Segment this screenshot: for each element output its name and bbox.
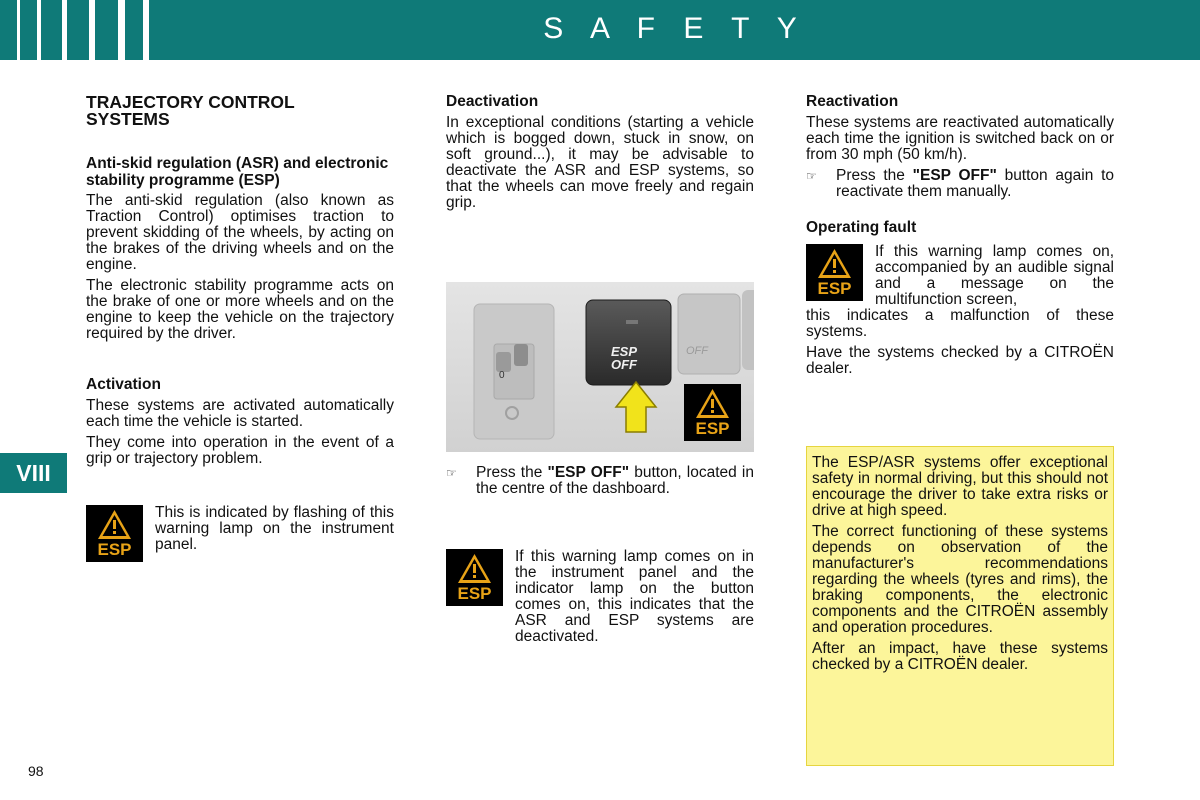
- activation-heading: Activation: [86, 376, 161, 393]
- esp-warning-icon: [806, 244, 863, 301]
- esp-off-button-label-1: ESP: [611, 344, 638, 359]
- esp-icon-label: ESP: [817, 279, 852, 298]
- paragraph-esp: The electronic stability programme acts on the brake of one or more wheels and on the engine to keep the vehicle on the trajectory required by the driver.: [86, 277, 394, 342]
- bullet-text-pre: Press the: [476, 464, 548, 481]
- page-header: [0, 0, 1200, 60]
- page-title: S A F E T Y: [543, 12, 807, 45]
- switch-zero-label: 0: [499, 370, 505, 381]
- bullet-text-post: button again to reactivate them manually.: [836, 166, 1114, 200]
- esp-icon-label: ESP: [97, 539, 132, 559]
- section-title-line2: SYSTEMS: [86, 109, 170, 129]
- column-middle-lower: [446, 465, 754, 645]
- header-stripe: [37, 0, 41, 60]
- esp-warning-icon: [86, 505, 143, 562]
- section-subtitle: Anti-skid regulation (ASR) and electronic stability programme (ESP): [86, 155, 389, 189]
- note-paragraph-1: The ESP/ASR systems offer exceptional safety in normal driving, but this should not encourage the driver to take extra risks or drive at high speed.: [812, 454, 1108, 519]
- bullet-text-bold: "ESP OFF": [547, 464, 630, 481]
- deactivated-lamp-text: If this warning lamp comes on in the instrument panel and the indicator lamp on the button comes on, this indicates that the ASR and ESP systems are deactivated.: [515, 548, 754, 645]
- fault-dealer-paragraph: Have the systems checked by a CITROËN dealer.: [806, 344, 1114, 377]
- pointing-hand-icon: ☞: [446, 466, 457, 480]
- fault-continuation: this indicates a malfunction of these systems.: [806, 307, 1114, 340]
- bullet-text-pre: Press the: [836, 166, 913, 184]
- column-right: [806, 94, 1114, 382]
- esp-warning-icon: [446, 549, 503, 606]
- column-middle: [446, 94, 754, 216]
- header-stripe: [62, 0, 67, 60]
- deactivated-lamp-block: [446, 549, 754, 645]
- reactivation-paragraph: These systems are reactivated automatically each time the ignition is switched back on or from 30 mph (50 km/h).: [806, 113, 1114, 163]
- note-paragraph-2: The correct functioning of these systems depends on observation of the manufacturer's recommendations regarding the wheels (tyres and rims), the braking components, the electronic components and the CITROËN assembly and operation procedures.: [812, 523, 1108, 636]
- activation-paragraph-2: They come into operation in the event of a grip or trajectory problem.: [86, 433, 394, 467]
- neighbor-switch-label: OFF: [686, 345, 708, 357]
- fault-lamp-block: [806, 244, 1114, 308]
- note-paragraph-3: After an impact, have these systems checked by a CITROËN dealer.: [812, 640, 1108, 673]
- column-left: [86, 94, 394, 562]
- deactivation-heading: Deactivation: [446, 93, 539, 110]
- operating-fault-heading: Operating fault: [806, 218, 917, 236]
- photo-esp-warning-icon: [684, 384, 741, 441]
- fault-lamp-text: If this warning lamp comes on, accompanied by an audible signal and a message on the multifunction screen,: [875, 243, 1114, 308]
- header-stripe: [89, 0, 95, 60]
- bullet-text-bold: "ESP OFF": [912, 166, 997, 184]
- pointing-hand-icon: ☞: [806, 168, 817, 183]
- chapter-tab: VIII: [0, 453, 67, 493]
- warning-lamp-text: This is indicated by flashing of this warning lamp on the instrument panel.: [155, 503, 394, 553]
- photo-esp-icon-label: ESP: [695, 419, 730, 438]
- activation-paragraph-1: These systems are activated automatically each time the vehicle is started.: [86, 396, 394, 430]
- bullet-text-post: button, located in the centre of the dashboard.: [476, 464, 754, 497]
- paragraph-asr: The anti-skid regulation (also known as Traction Control) optimises traction to prevent skidding of the wheels, by acting on the brakes of the driving wheels and on the engine.: [86, 192, 394, 273]
- section-title-line1: TRAJECTORY CONTROL: [86, 92, 295, 112]
- safety-note-box: [806, 446, 1114, 766]
- header-stripe: [143, 0, 149, 60]
- header-stripe: [118, 0, 125, 60]
- deactivation-paragraph: In exceptional conditions (starting a vehicle which is bogged down, stuck in snow, on soft ground...), it may be advisable to deactivate the ASR and ESP systems, so that the wheels can move freely and regain grip.: [446, 113, 754, 211]
- reactivate-instruction: [806, 168, 1114, 200]
- header-stripe: [17, 0, 20, 60]
- section-title: [86, 94, 394, 128]
- warning-lamp-block: [86, 505, 394, 562]
- press-button-instruction: [446, 465, 754, 497]
- page-number: 98: [28, 763, 44, 779]
- esp-off-button: [611, 345, 651, 371]
- esp-icon-label: ESP: [457, 584, 492, 603]
- dashboard-photo: [446, 282, 754, 452]
- esp-off-button-label-2: OFF: [611, 357, 637, 372]
- reactivation-heading: Reactivation: [806, 93, 899, 110]
